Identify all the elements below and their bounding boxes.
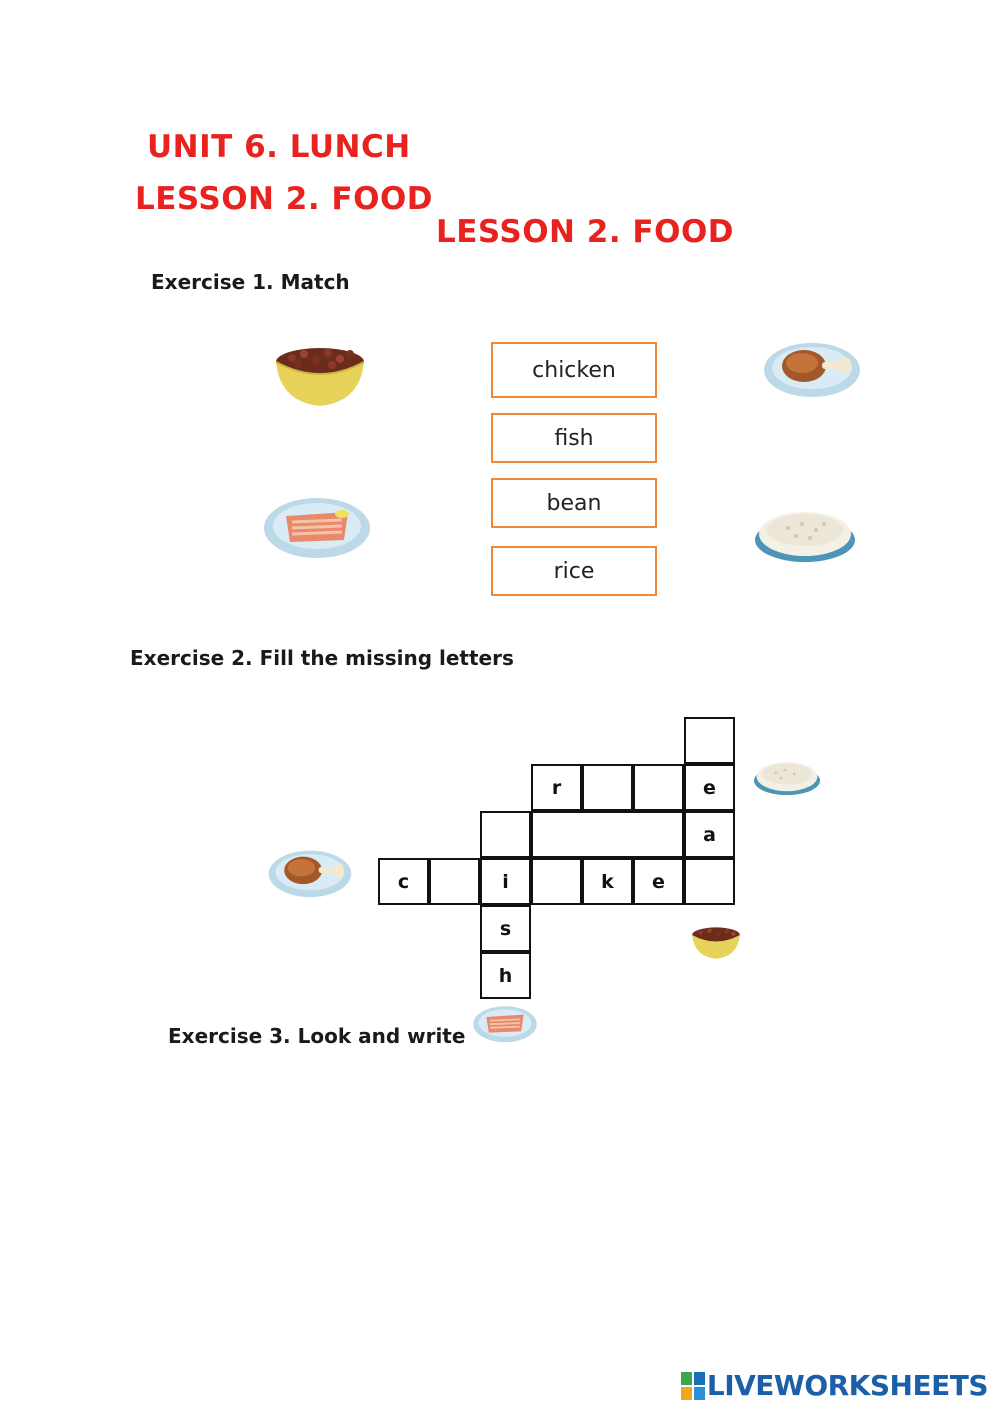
crossword-cell[interactable]: a [684,811,735,858]
crossword-cell[interactable] [531,811,684,858]
crossword-cell[interactable]: r [531,764,582,811]
crossword-cell[interactable] [429,858,480,905]
crossword-cell[interactable] [633,764,684,811]
crossword-cell[interactable] [684,717,735,764]
brand-text: LIVEWORKSHEETS [706,1369,988,1402]
rice-bowl-image-small [752,752,822,800]
crossword-cell[interactable]: e [684,764,735,811]
bean-bowl-image[interactable] [272,340,368,410]
crossword-cell[interactable] [531,858,582,905]
chicken-leg-plate-image-small [267,846,353,900]
fish-plate-image-small [472,1002,538,1040]
liveworksheets-brand [681,1369,988,1402]
crossword-cell[interactable]: i [480,858,531,905]
crossword-cell[interactable] [684,858,735,905]
ghost-lesson-title: LESSON 2. FOOD [436,214,735,250]
crossword-cell[interactable]: s [480,905,531,952]
liveworksheets-logo-icon [681,1372,705,1400]
exercise3-heading-cut: Exercise 3. Look and write [168,1024,466,1048]
fish-plate-image[interactable] [262,492,372,560]
exercise2-heading: Exercise 2. Fill the missing letters [130,646,514,670]
rice-bowl-image[interactable] [752,500,858,566]
word-box-chicken[interactable]: chicken [491,342,657,398]
bean-bowl-image-small [690,922,742,962]
lesson-title: LESSON 2. FOOD [135,181,434,217]
crossword-cell[interactable]: h [480,952,531,999]
crossword-cell[interactable]: e [633,858,684,905]
word-box-fish[interactable]: fish [491,413,657,463]
crossword-cell[interactable]: k [582,858,633,905]
word-box-rice[interactable]: rice [491,546,657,596]
crossword-cell[interactable]: c [378,858,429,905]
crossword-cell[interactable] [480,811,531,858]
word-box-bean[interactable]: bean [491,478,657,528]
exercise1-heading: Exercise 1. Match [151,270,350,294]
crossword-cell[interactable] [582,764,633,811]
chicken-leg-plate-image[interactable] [762,338,862,400]
unit-title: UNIT 6. LUNCH [147,129,411,165]
